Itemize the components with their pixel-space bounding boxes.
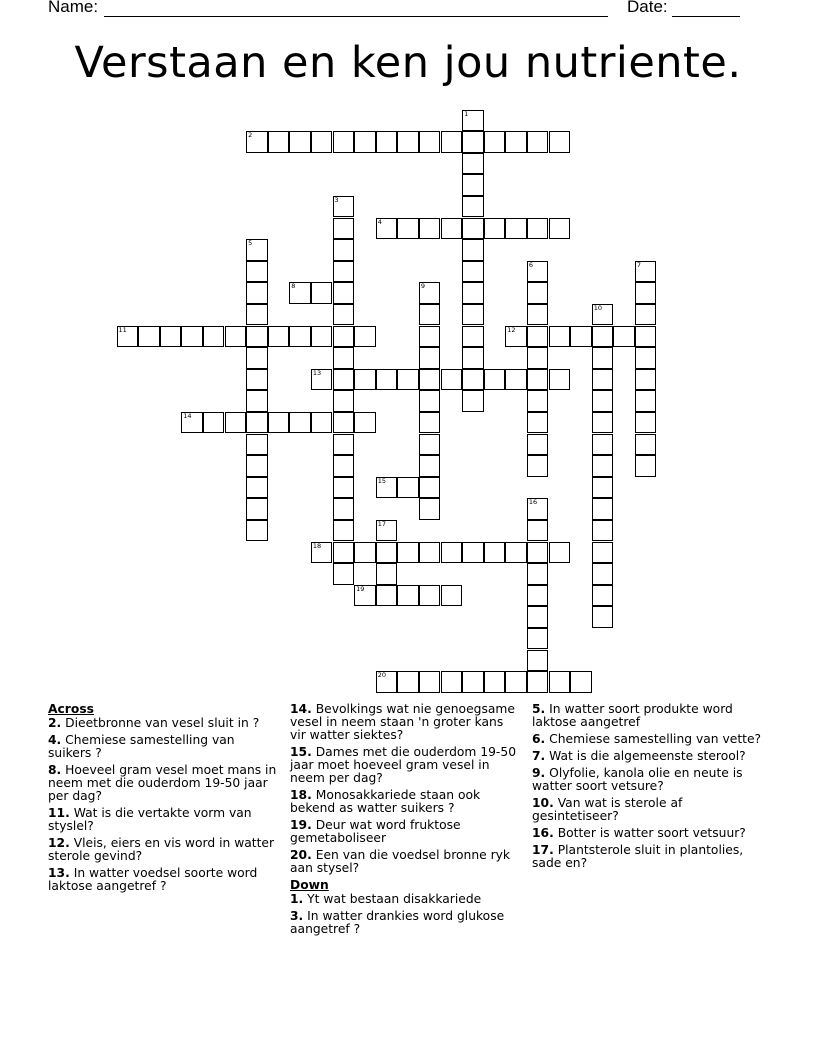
grid-cell[interactable] <box>505 326 527 348</box>
grid-cell[interactable] <box>570 326 592 348</box>
across-clue-20 <box>290 849 522 875</box>
grid-cell[interactable] <box>527 369 549 391</box>
grid-cell[interactable] <box>592 304 614 326</box>
grid-cell[interactable] <box>354 326 376 348</box>
grid-cell[interactable] <box>311 326 333 348</box>
grid-cell[interactable] <box>246 347 268 369</box>
grid-cell[interactable] <box>484 671 506 693</box>
clue-text: Wat is die vertakte vorm van styslel? <box>48 806 252 833</box>
grid-cell[interactable] <box>549 218 571 240</box>
clue-number-label: 14. <box>290 702 312 716</box>
grid-cell[interactable] <box>160 326 182 348</box>
grid-cell[interactable] <box>376 585 398 607</box>
down-clue-9 <box>532 767 764 793</box>
grid-cell[interactable] <box>635 347 657 369</box>
grid-cell[interactable] <box>289 412 311 434</box>
grid-cell[interactable] <box>376 131 398 153</box>
grid-cell[interactable] <box>527 650 549 672</box>
grid-cell[interactable] <box>462 196 484 218</box>
grid-cell[interactable] <box>592 412 614 434</box>
clue-text: Wat is die algemeenste sterool? <box>545 749 746 763</box>
grid-cell[interactable] <box>484 218 506 240</box>
grid-cell[interactable] <box>419 390 441 412</box>
grid-cell[interactable] <box>462 542 484 564</box>
grid-cell[interactable] <box>462 153 484 175</box>
grid-cell[interactable] <box>333 347 355 369</box>
down-clue-10 <box>532 797 764 823</box>
grid-cell[interactable] <box>527 347 549 369</box>
grid-cell[interactable] <box>289 282 311 304</box>
grid-cell[interactable] <box>549 542 571 564</box>
grid-cell[interactable] <box>527 131 549 153</box>
clue-text: Een van die voedsel bronne ryk aan stysel? <box>290 848 511 875</box>
grid-cell[interactable] <box>635 326 657 348</box>
grid-cell[interactable] <box>635 455 657 477</box>
grid-cell[interactable] <box>376 542 398 564</box>
grid-cell[interactable] <box>462 239 484 261</box>
across-clue-19 <box>290 819 522 845</box>
clue-number-label: 8. <box>48 763 62 777</box>
clue-number: 16 <box>528 498 538 507</box>
grid-cell[interactable] <box>333 412 355 434</box>
grid-cell[interactable] <box>592 477 614 499</box>
grid-cell[interactable] <box>225 326 247 348</box>
grid-cell[interactable] <box>333 520 355 542</box>
grid-cell[interactable] <box>441 369 463 391</box>
clue-number: 8 <box>291 282 296 291</box>
down-clue-6 <box>532 733 764 746</box>
clue-text: Botter is watter soort vetsuur? <box>553 826 746 840</box>
grid-cell[interactable] <box>462 326 484 348</box>
grid-cell[interactable] <box>138 326 160 348</box>
grid-cell[interactable] <box>419 498 441 520</box>
grid-cell[interactable] <box>376 671 398 693</box>
across-clue-12 <box>48 837 280 863</box>
grid-cell[interactable] <box>592 369 614 391</box>
grid-cell[interactable] <box>592 326 614 348</box>
grid-cell[interactable] <box>462 671 484 693</box>
grid-cell[interactable] <box>419 347 441 369</box>
grid-cell[interactable] <box>419 412 441 434</box>
grid-cell[interactable] <box>527 412 549 434</box>
grid-cell[interactable] <box>397 218 419 240</box>
grid-cell[interactable] <box>333 326 355 348</box>
clue-number-label: 15. <box>290 745 312 759</box>
clue-number-label: 11. <box>48 806 70 820</box>
grid-cell[interactable] <box>181 326 203 348</box>
clue-text: Dieetbronne van vesel sluit in ? <box>61 716 260 730</box>
grid-cell[interactable] <box>419 585 441 607</box>
grid-cell[interactable] <box>527 261 549 283</box>
clue-text: In watter drankies word glukose aangetref ? <box>290 909 505 936</box>
across-clue-4 <box>48 734 280 760</box>
grid-cell[interactable] <box>527 390 549 412</box>
grid-cell[interactable] <box>505 542 527 564</box>
grid-cell[interactable] <box>246 131 268 153</box>
grid-cell[interactable] <box>441 542 463 564</box>
clue-number-label: 7. <box>532 749 546 763</box>
grid-cell[interactable] <box>462 110 484 132</box>
grid-cell[interactable] <box>419 282 441 304</box>
across-clue-15 <box>290 746 522 785</box>
grid-cell[interactable] <box>441 131 463 153</box>
grid-cell[interactable] <box>592 585 614 607</box>
grid-cell[interactable] <box>419 542 441 564</box>
grid-cell[interactable] <box>333 304 355 326</box>
across-clue-8 <box>48 764 280 803</box>
clue-number: 7 <box>636 260 642 269</box>
grid-cell[interactable] <box>311 542 333 564</box>
grid-cell[interactable] <box>570 671 592 693</box>
across-clue-18 <box>290 789 522 815</box>
clue-number-label: 1. <box>290 892 304 906</box>
grid-cell[interactable] <box>419 326 441 348</box>
clue-number-label: 9. <box>532 766 546 780</box>
grid-cell[interactable] <box>441 585 463 607</box>
page-title: Verstaan en ken jou nutriente. <box>74 38 742 88</box>
down-clue-3 <box>290 910 522 936</box>
clue-number: 12 <box>507 325 516 334</box>
grid-cell[interactable] <box>419 131 441 153</box>
down-clue-7 <box>532 750 764 763</box>
grid-cell[interactable] <box>333 196 355 218</box>
grid-cell[interactable] <box>311 282 333 304</box>
grid-cell[interactable] <box>462 131 484 153</box>
grid-cell[interactable] <box>376 563 398 585</box>
clue-number: 20 <box>377 671 386 680</box>
grid-cell[interactable] <box>333 239 355 261</box>
grid-cell[interactable] <box>268 326 290 348</box>
down-clue-17 <box>532 844 764 870</box>
grid-cell[interactable] <box>462 174 484 196</box>
clue-number-label: 16. <box>532 826 554 840</box>
date-label: Date: <box>627 0 668 16</box>
clue-number-label: 4. <box>48 733 62 747</box>
grid-cell[interactable] <box>246 369 268 391</box>
grid-cell[interactable] <box>549 326 571 348</box>
grid-cell[interactable] <box>246 520 268 542</box>
across-heading: Across <box>48 702 94 716</box>
grid-cell[interactable] <box>289 131 311 153</box>
grid-cell[interactable] <box>419 671 441 693</box>
clue-text: Chemiese samestelling van suikers ? <box>48 733 235 760</box>
grid-cell[interactable] <box>246 282 268 304</box>
grid-cell[interactable] <box>527 671 549 693</box>
grid-cell[interactable] <box>527 326 549 348</box>
grid-cell[interactable] <box>333 218 355 240</box>
down-clue-5 <box>532 703 764 729</box>
clues-column-3 <box>532 703 764 874</box>
clues-column-1 <box>48 703 280 897</box>
clue-text: In watter soort produkte word laktose aangetref <box>532 702 733 729</box>
grid-cell[interactable] <box>592 498 614 520</box>
grid-cell[interactable] <box>311 369 333 391</box>
grid-cell[interactable] <box>376 477 398 499</box>
grid-cell[interactable] <box>441 671 463 693</box>
grid-cell[interactable] <box>246 434 268 456</box>
grid-cell[interactable] <box>592 542 614 564</box>
grid-cell[interactable] <box>613 326 635 348</box>
grid-cell[interactable] <box>635 261 657 283</box>
clue-number: 10 <box>593 303 602 312</box>
grid-cell[interactable] <box>419 218 441 240</box>
grid-cell[interactable] <box>246 412 268 434</box>
grid-cell[interactable] <box>592 434 614 456</box>
grid-cell[interactable] <box>462 347 484 369</box>
grid-cell[interactable] <box>246 239 268 261</box>
clue-number-label: 2. <box>48 716 62 730</box>
grid-cell[interactable] <box>505 671 527 693</box>
grid-cell[interactable] <box>419 304 441 326</box>
grid-cell[interactable] <box>592 455 614 477</box>
clue-text: Plantsterole sluit in plantolies, sade en? <box>532 843 744 870</box>
grid-cell[interactable] <box>441 218 463 240</box>
grid-cell[interactable] <box>246 326 268 348</box>
clue-text: Olyfolie, kanola olie en neute is watter soort vetsure? <box>532 766 743 793</box>
grid-cell[interactable] <box>527 282 549 304</box>
grid-cell[interactable] <box>419 455 441 477</box>
grid-cell[interactable] <box>419 369 441 391</box>
grid-cell[interactable] <box>376 369 398 391</box>
grid-cell[interactable] <box>635 434 657 456</box>
clue-number: 15 <box>377 476 386 485</box>
grid-cell[interactable] <box>181 412 203 434</box>
grid-cell[interactable] <box>484 542 506 564</box>
clue-text: Yt wat bestaan disakkariede <box>303 892 482 906</box>
clue-number-label: 10. <box>532 796 554 810</box>
clue-text: Bevolkings wat nie genoegsame vesel in neem staan 'n groter kans vir watter siektes? <box>290 702 515 742</box>
clue-number: 11 <box>118 325 127 334</box>
grid-cell[interactable] <box>462 304 484 326</box>
grid-cell[interactable] <box>505 218 527 240</box>
clue-number: 17 <box>377 519 386 528</box>
grid-cell[interactable] <box>592 347 614 369</box>
grid-cell[interactable] <box>462 218 484 240</box>
grid-cell[interactable] <box>333 390 355 412</box>
clue-number-label: 17. <box>532 843 554 857</box>
clue-text: Vleis, eiers en vis word in watter sterole gevind? <box>48 836 275 863</box>
clue-number: 2 <box>248 131 253 140</box>
grid-cell[interactable] <box>203 412 225 434</box>
grid-cell[interactable] <box>354 369 376 391</box>
grid-cell[interactable] <box>376 520 398 542</box>
clue-number: 14 <box>183 411 192 420</box>
grid-cell[interactable] <box>462 390 484 412</box>
grid-cell[interactable] <box>246 498 268 520</box>
grid-cell[interactable] <box>246 477 268 499</box>
grid-cell[interactable] <box>527 563 549 585</box>
grid-cell[interactable] <box>549 369 571 391</box>
grid-cell[interactable] <box>635 282 657 304</box>
grid-cell[interactable] <box>397 477 419 499</box>
clue-text: In watter voedsel soorte word laktose aangetref ? <box>48 866 258 893</box>
clues-column-2 <box>290 703 522 940</box>
grid-cell[interactable] <box>354 585 376 607</box>
clue-number: 13 <box>312 368 322 377</box>
grid-cell[interactable] <box>419 434 441 456</box>
clue-number: 18 <box>312 541 322 550</box>
grid-cell[interactable] <box>462 369 484 391</box>
grid-cell[interactable] <box>333 477 355 499</box>
grid-cell[interactable] <box>333 455 355 477</box>
grid-cell[interactable] <box>203 326 225 348</box>
clue-text: Monosakkariede staan ook bekend as watter suikers ? <box>290 788 481 815</box>
grid-cell[interactable] <box>484 369 506 391</box>
grid-cell[interactable] <box>311 412 333 434</box>
grid-cell[interactable] <box>397 369 419 391</box>
grid-cell[interactable] <box>484 131 506 153</box>
grid-cell[interactable] <box>333 282 355 304</box>
grid-cell[interactable] <box>289 326 311 348</box>
grid-cell[interactable] <box>527 455 549 477</box>
grid-cell[interactable] <box>549 131 571 153</box>
clue-text: Dames met die ouderdom 19-50 jaar moet hoeveel gram vesel in neem per dag? <box>290 745 517 785</box>
grid-cell[interactable] <box>246 304 268 326</box>
name-label: Name: <box>48 0 99 16</box>
down-clue-1 <box>290 893 522 906</box>
grid-cell[interactable] <box>527 520 549 542</box>
grid-cell[interactable] <box>354 412 376 434</box>
across-clue-11 <box>48 807 280 833</box>
grid-cell[interactable] <box>117 326 139 348</box>
grid-cell[interactable] <box>592 563 614 585</box>
clue-text: Chemiese samestelling van vette? <box>545 732 762 746</box>
grid-cell[interactable] <box>333 261 355 283</box>
clue-text: Van wat is sterole af gesintetiseer? <box>532 796 683 823</box>
clue-number: 1 <box>464 109 469 118</box>
clue-text: Hoeveel gram vesel moet mans in neem met die ouderdom 19-50 jaar per dag? <box>48 763 277 803</box>
grid-cell[interactable] <box>354 131 376 153</box>
grid-cell[interactable] <box>462 282 484 304</box>
clue-number: 5 <box>248 239 253 248</box>
clue-number-label: 20. <box>290 848 312 862</box>
grid-cell[interactable] <box>397 585 419 607</box>
grid-cell[interactable] <box>376 218 398 240</box>
grid-cell[interactable] <box>246 455 268 477</box>
grid-cell[interactable] <box>592 390 614 412</box>
grid-cell[interactable] <box>354 542 376 564</box>
grid-cell[interactable] <box>592 606 614 628</box>
grid-cell[interactable] <box>635 390 657 412</box>
clue-number: 6 <box>528 260 534 269</box>
clue-number-label: 12. <box>48 836 70 850</box>
grid-cell[interactable] <box>635 412 657 434</box>
grid-cell[interactable] <box>333 498 355 520</box>
grid-cell[interactable] <box>527 542 549 564</box>
grid-cell[interactable] <box>333 563 355 585</box>
clue-number: 19 <box>356 584 365 593</box>
clue-number-label: 6. <box>532 732 546 746</box>
grid-cell[interactable] <box>527 434 549 456</box>
grid-cell[interactable] <box>527 606 549 628</box>
grid-cell[interactable] <box>505 369 527 391</box>
down-heading: Down <box>290 878 329 892</box>
grid-cell[interactable] <box>225 412 247 434</box>
grid-cell[interactable] <box>268 412 290 434</box>
grid-cell[interactable] <box>333 542 355 564</box>
grid-cell[interactable] <box>397 131 419 153</box>
grid-cell[interactable] <box>333 369 355 391</box>
grid-cell[interactable] <box>635 369 657 391</box>
clue-number-label: 3. <box>290 909 304 923</box>
grid-cell[interactable] <box>397 671 419 693</box>
grid-cell[interactable] <box>527 628 549 650</box>
grid-cell[interactable] <box>592 520 614 542</box>
clue-text: Deur wat word fruktose gemetaboliseer <box>290 818 461 845</box>
grid-cell[interactable] <box>246 390 268 412</box>
grid-cell[interactable] <box>527 304 549 326</box>
clue-number-label: 5. <box>532 702 546 716</box>
grid-cell[interactable] <box>527 585 549 607</box>
grid-cell[interactable] <box>505 131 527 153</box>
clue-number-label: 13. <box>48 866 70 880</box>
grid-cell[interactable] <box>268 131 290 153</box>
grid-cell[interactable] <box>527 218 549 240</box>
clue-number-label: 19. <box>290 818 312 832</box>
grid-cell[interactable] <box>246 261 268 283</box>
across-clue-13 <box>48 867 280 893</box>
grid-cell[interactable] <box>549 671 571 693</box>
down-clue-16 <box>532 827 764 840</box>
grid-cell[interactable] <box>419 477 441 499</box>
clue-number: 3 <box>334 195 339 204</box>
grid-cell[interactable] <box>397 542 419 564</box>
grid-cell[interactable] <box>333 131 355 153</box>
across-clue-2 <box>48 717 280 730</box>
clue-number-label: 18. <box>290 788 312 802</box>
grid-cell[interactable] <box>635 304 657 326</box>
grid-cell[interactable] <box>462 261 484 283</box>
grid-cell[interactable] <box>311 131 333 153</box>
grid-cell[interactable] <box>527 498 549 520</box>
grid-cell[interactable] <box>333 434 355 456</box>
across-clue-14 <box>290 703 522 742</box>
clue-number: 9 <box>420 282 426 291</box>
clue-number: 4 <box>377 217 382 226</box>
